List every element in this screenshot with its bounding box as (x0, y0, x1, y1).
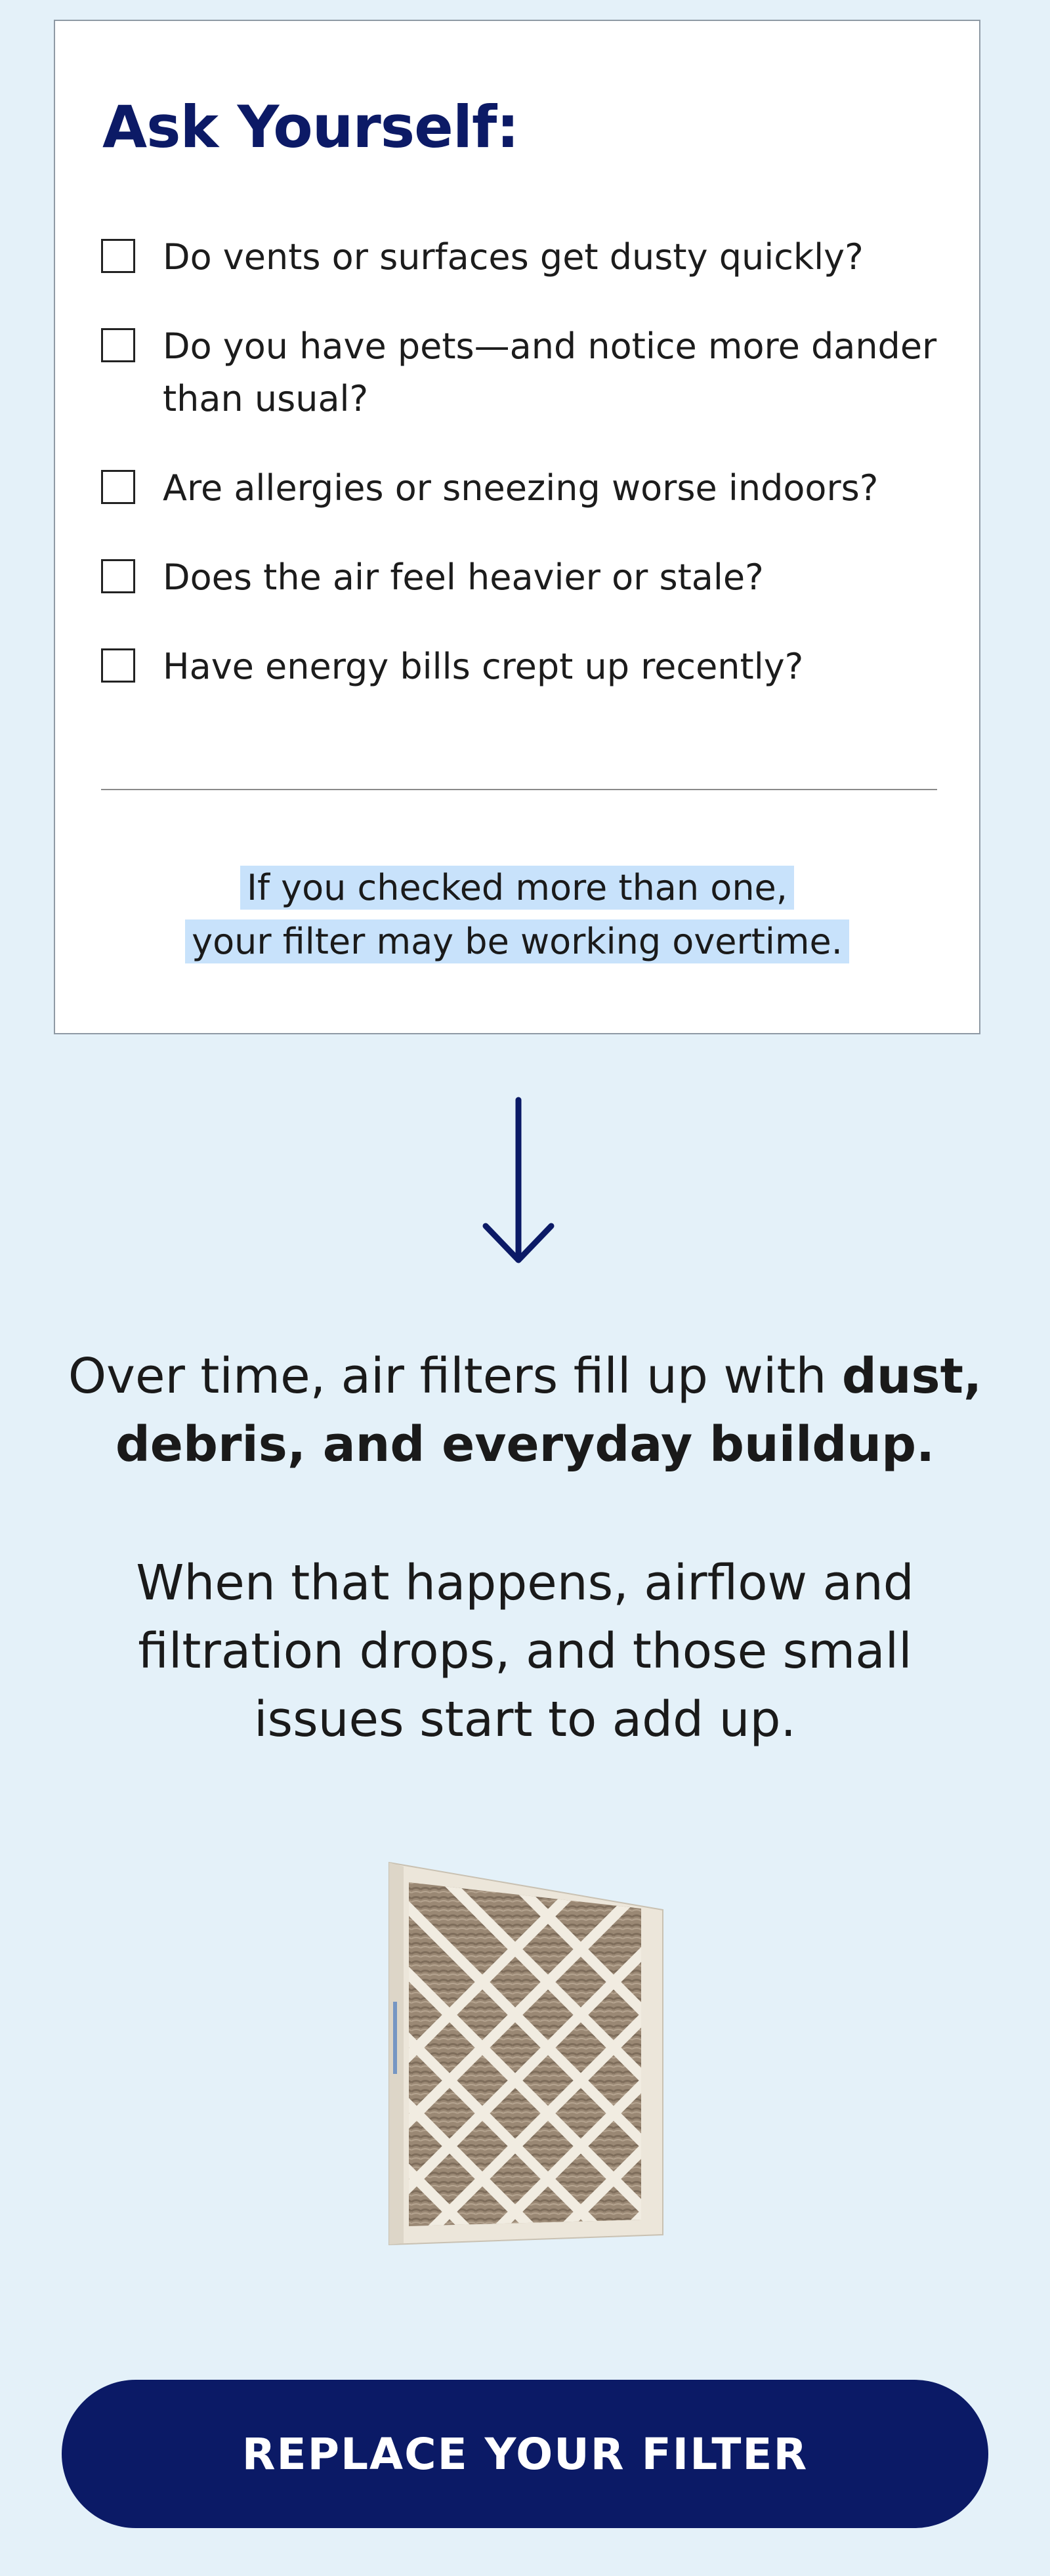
intro-paragraph (66, 1342, 984, 1479)
check-item-3[interactable] (101, 462, 941, 515)
checklist-card (54, 20, 980, 1034)
checkbox-icon[interactable] (101, 648, 135, 683)
check-item-text: Are allergies or sneezing worse indoors? (163, 467, 879, 509)
check-item-5[interactable] (101, 641, 941, 693)
check-item-text: Do vents or surfaces get dusty quickly? (163, 236, 864, 278)
checkbox-icon[interactable] (101, 328, 135, 362)
checklist-note (55, 861, 979, 969)
checkbox-icon[interactable] (101, 470, 135, 504)
effects-paragraph: When that happens, airflow and filtration drops, and those small issues start to add up. (136, 1555, 914, 1748)
check-item-text: Have energy bills crept up recently? (163, 646, 804, 687)
intro-text: Over time, air filters fill up with (68, 1348, 842, 1404)
note-line-2: your filter may be working overtime. (185, 919, 849, 963)
check-item-2[interactable] (101, 320, 941, 425)
checkbox-icon[interactable] (101, 239, 135, 273)
check-item-text: Do you have pets—and notice more dander than usual? (163, 326, 937, 419)
card-title: Ask Yourself: (102, 93, 519, 161)
divider (101, 789, 937, 790)
air-filter-image (384, 1857, 666, 2251)
checkbox-icon[interactable] (101, 559, 135, 593)
note-line-1: If you checked more than one, (240, 866, 794, 910)
check-item-1[interactable] (101, 231, 941, 284)
check-item-text: Does the air feel heavier or stale? (163, 557, 764, 598)
checklist (101, 231, 941, 730)
replace-filter-button[interactable]: REPLACE YOUR FILTER (62, 2380, 988, 2528)
intro-bold-text: dust, debris, and everyday buildup. (115, 1348, 982, 1473)
arrow-down-icon (479, 1096, 558, 1267)
check-item-4[interactable] (101, 551, 941, 604)
